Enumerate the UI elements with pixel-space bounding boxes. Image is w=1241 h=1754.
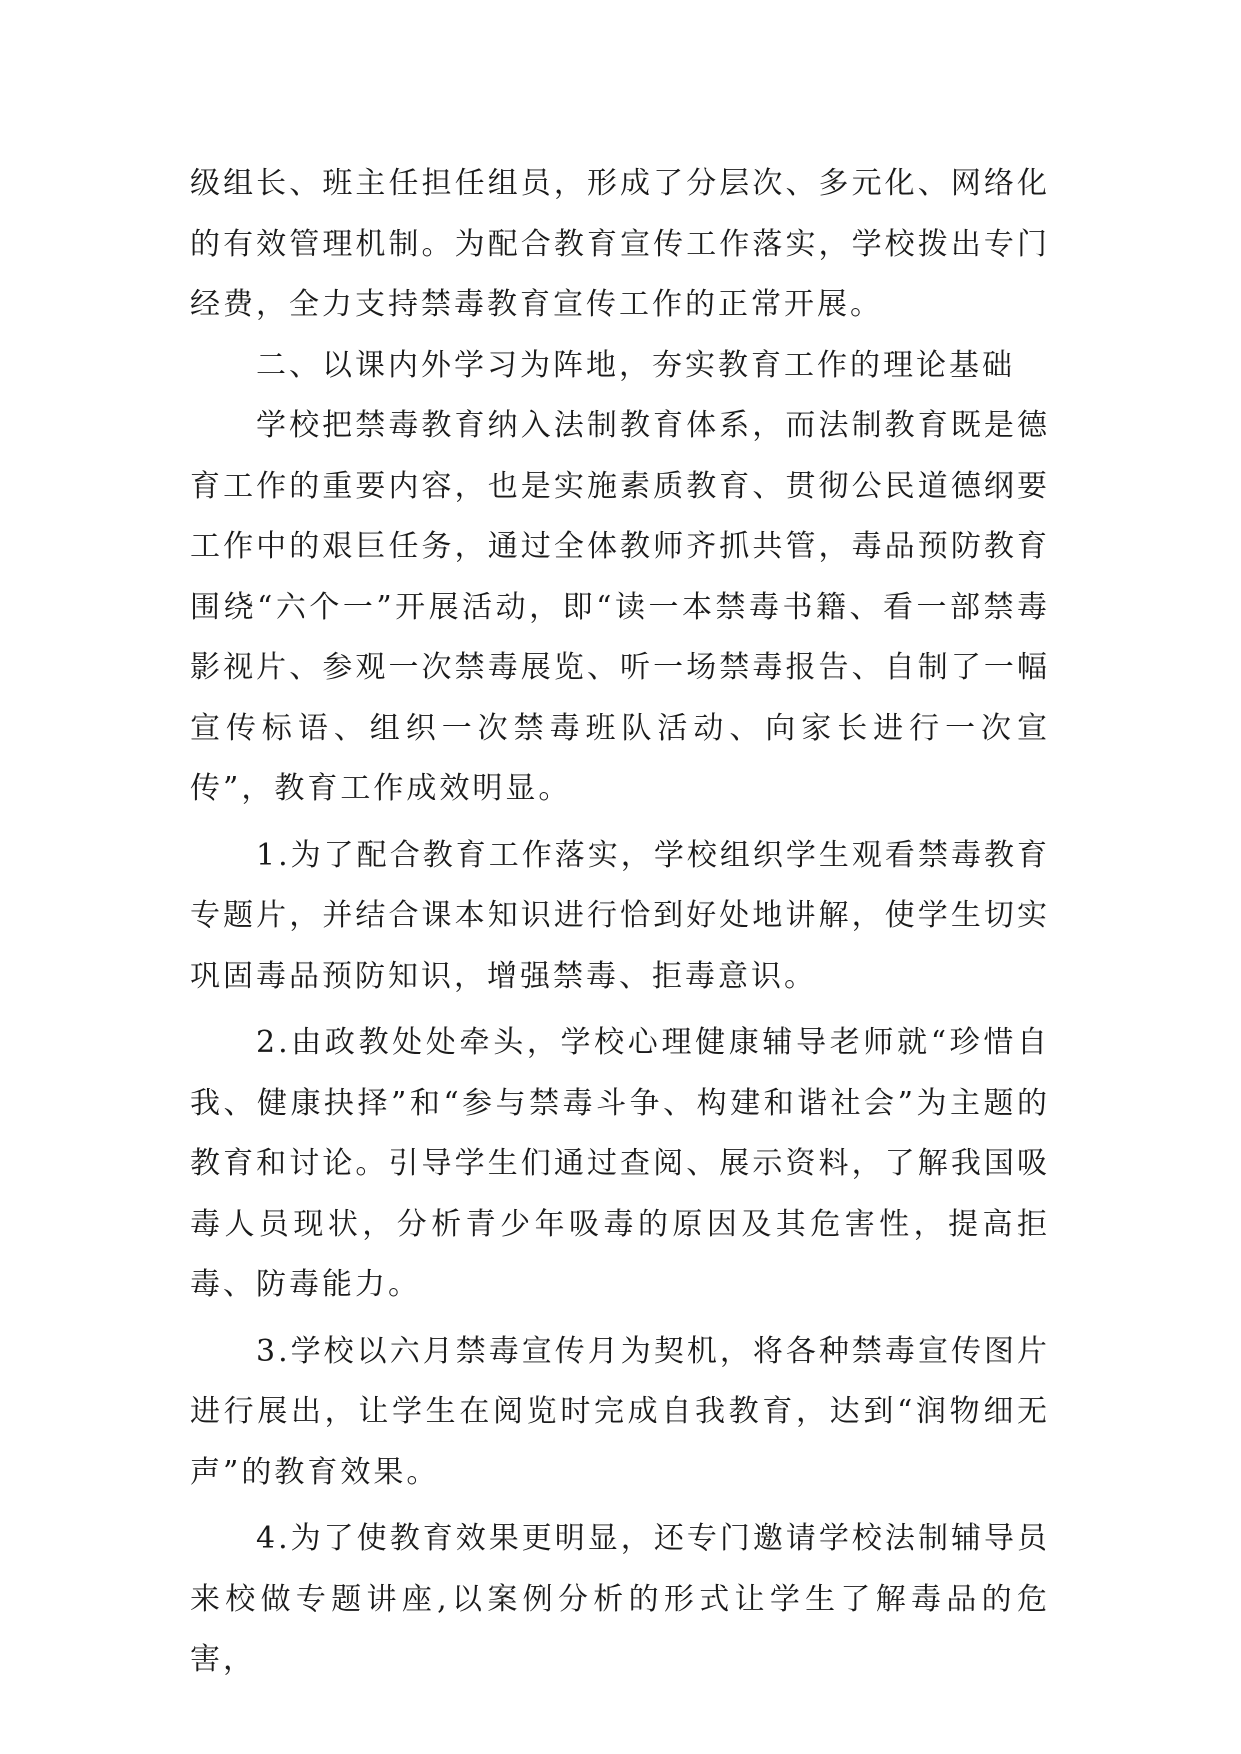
list-item-2: 2.由政教处处牵头，学校心理健康辅导老师就“珍惜自我、健康抉择”和“参与禁毒斗争、构建和谐社会”为主题的教育和讨论。引导学生们通过查阅、展示资料，了解我国吸毒人员现状，分析青少年吸毒的原因及其危害性，提高拒毒、防毒能力。 [190,1025,1050,1302]
section-heading: 二、以课内外学习为阵地，夯实教育工作的理论基础 [256,347,1015,383]
list-item-1: 1.为了配合教育工作落实，学校组织学生观看禁毒教育专题片，并结合课本知识进行恰到好处地讲解，使学生切实巩固毒品预防知识，增强禁毒、拒毒意识。 [190,837,1050,994]
list-item-4: 4.为了使教育效果更明显，还专门邀请学校法制辅导员来校做专题讲座,以案例分析的形式让学生了解毒品的危害， [190,1521,1050,1677]
paragraph-continuation: 级组长、班主任担任组员，形成了分层次、多元化、网络化的有效管理机制。为配合教育宣传工作落实，学校拨出专门经费，全力支持禁毒教育宣传工作的正常开展。 [190,166,1050,322]
document-body [190,154,1050,1691]
paragraph-six-ones: 学校把禁毒教育纳入法制教育体系，而法制教育既是德育工作的重要内容，也是实施素质教育、贯彻公民道德纲要工作中的艰巨任务，通过全体教师齐抓共管，毒品预防教育围绕“六个一”开展活动，即“读一本禁毒书籍、看一部禁毒影视片、参观一次禁毒展览、听一场禁毒报告、自制了一幅宣传标语、组织一次禁毒班队活动、向家长进行一次宣传”，教育工作成效明显。 [190,408,1050,806]
list-item-3: 3.学校以六月禁毒宣传月为契机，将各种禁毒宣传图片进行展出，让学生在阅览时完成自我教育，达到“润物细无声”的教育效果。 [190,1333,1050,1490]
